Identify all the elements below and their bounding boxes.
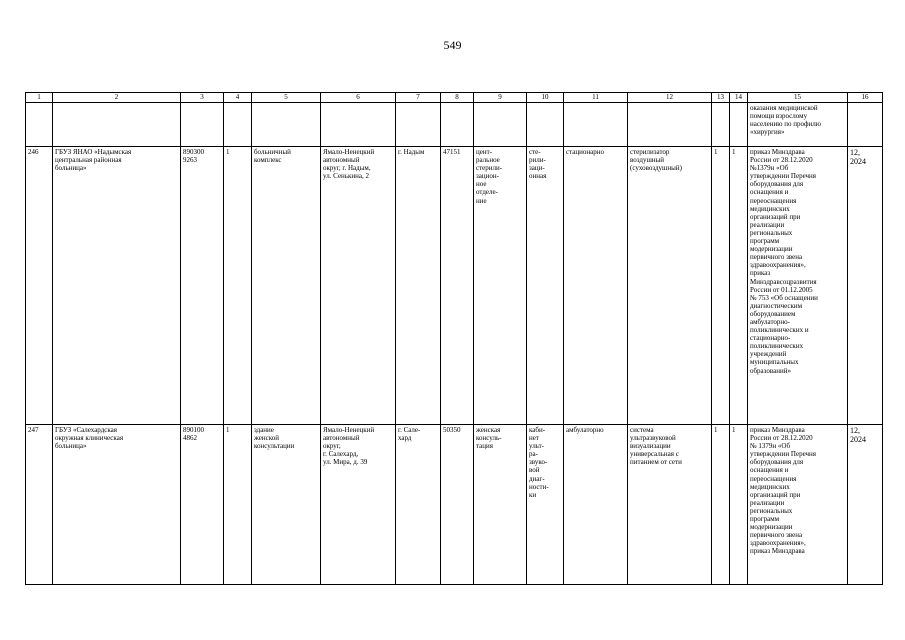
locality-code: 47151 bbox=[441, 147, 474, 425]
column-number: 3 bbox=[181, 93, 224, 103]
empty-cell bbox=[474, 103, 527, 147]
organization-name: ГБУЗ ЯНАО «Надымская центральная районная больница» bbox=[53, 147, 181, 425]
unit: каби- нет ульт- ра- звуко- вой диаг- ности- ки bbox=[527, 425, 564, 585]
column-number: 5 bbox=[252, 93, 321, 103]
empty-cell bbox=[628, 103, 712, 147]
care-condition: стационарно bbox=[564, 147, 628, 425]
empty-cell bbox=[712, 103, 730, 147]
empty-cell bbox=[527, 103, 564, 147]
equipment-name: система ультразвуковой визуализации универсальная с питанием от сети bbox=[628, 425, 712, 585]
locality-code: 50350 bbox=[441, 425, 474, 585]
column-number: 8 bbox=[441, 93, 474, 103]
column-13-value: 1 bbox=[712, 147, 730, 425]
empty-cell bbox=[252, 103, 321, 147]
period: 12, 2024 bbox=[848, 147, 883, 425]
inn-code: 890300 9263 bbox=[181, 147, 224, 425]
basis-cell: оказания медицинской помощи взрослому населению по профилю «хирургия» bbox=[748, 103, 848, 147]
column-number: 14 bbox=[730, 93, 748, 103]
register-table bbox=[25, 92, 883, 585]
empty-cell bbox=[441, 103, 474, 147]
column-number: 2 bbox=[53, 93, 181, 103]
column-14-value: 1 bbox=[730, 425, 748, 585]
empty-cell bbox=[396, 103, 441, 147]
empty-cell bbox=[848, 103, 883, 147]
column-number: 11 bbox=[564, 93, 628, 103]
care-condition: амбулаторно bbox=[564, 425, 628, 585]
legal-basis: приказ Минздрава России от 28.12.2020 № 1379н «Об утверждении Перечня оборудования для оснащения и переоснащения медицинских организаций при реализации региональных программ модернизации первичного звена здравоохранения», приказ Минздрава bbox=[748, 425, 848, 585]
column-number: 16 bbox=[848, 93, 883, 103]
empty-cell bbox=[181, 103, 224, 147]
row-number: 246 bbox=[26, 147, 53, 425]
department: цент- ральное стерили- зацион- ное отделе- ние bbox=[474, 147, 527, 425]
address: Ямало-Ненецкий автономный округ, г. Салехард, ул. Мира, д. 39 bbox=[321, 425, 396, 585]
address: Ямало-Ненецкий автономный округ, г. Надым, ул. Сенькина, 2 bbox=[321, 147, 396, 425]
building-type: больничный комплекс bbox=[252, 147, 321, 425]
table-row bbox=[26, 425, 883, 585]
page-number: 549 bbox=[443, 38, 462, 52]
table-row bbox=[26, 147, 883, 425]
column-4-value: 1 bbox=[224, 147, 252, 425]
column-number: 9 bbox=[474, 93, 527, 103]
equipment-name: стерилизатор воздушный (суховоздушный) bbox=[628, 147, 712, 425]
legal-basis: приказ Минздрава России от 28.12.2020 №1379н «Об утверждении Перечня оборудования для оснащения и переоснащения медицинских организаций при реализации региональных программ модернизации первичного звена здравоохранения», приказ Минздравсоцразвития России от 01.12.2005 № 753 «Об оснащении диагностическим оборудованием амбулаторно- поликлинических и стационарно- поликлинических учреждений муниципальных образований» bbox=[748, 147, 848, 425]
column-number: 15 bbox=[748, 93, 848, 103]
inn-code: 890100 4862 bbox=[181, 425, 224, 585]
column-number: 10 bbox=[527, 93, 564, 103]
carryover-row bbox=[26, 103, 883, 147]
column-number-row bbox=[26, 93, 883, 103]
empty-cell bbox=[224, 103, 252, 147]
city: г. Надым bbox=[396, 147, 441, 425]
column-14-value: 1 bbox=[730, 147, 748, 425]
column-number: 12 bbox=[628, 93, 712, 103]
building-type: здание женской консультации bbox=[252, 425, 321, 585]
unit: сте- рили- заци- онная bbox=[527, 147, 564, 425]
empty-cell bbox=[26, 103, 53, 147]
column-number: 6 bbox=[321, 93, 396, 103]
empty-cell bbox=[730, 103, 748, 147]
column-number: 1 bbox=[26, 93, 53, 103]
column-number: 4 bbox=[224, 93, 252, 103]
organization-name: ГБУЗ «Салехардская окружная клиническая больница» bbox=[53, 425, 181, 585]
column-number: 13 bbox=[712, 93, 730, 103]
empty-cell bbox=[53, 103, 181, 147]
empty-cell bbox=[564, 103, 628, 147]
period: 12, 2024 bbox=[848, 425, 883, 585]
column-number: 7 bbox=[396, 93, 441, 103]
city: г. Сале- хард bbox=[396, 425, 441, 585]
column-4-value: 1 bbox=[224, 425, 252, 585]
row-number: 247 bbox=[26, 425, 53, 585]
empty-cell bbox=[321, 103, 396, 147]
department: женская консуль- тация bbox=[474, 425, 527, 585]
column-13-value: 1 bbox=[712, 425, 730, 585]
